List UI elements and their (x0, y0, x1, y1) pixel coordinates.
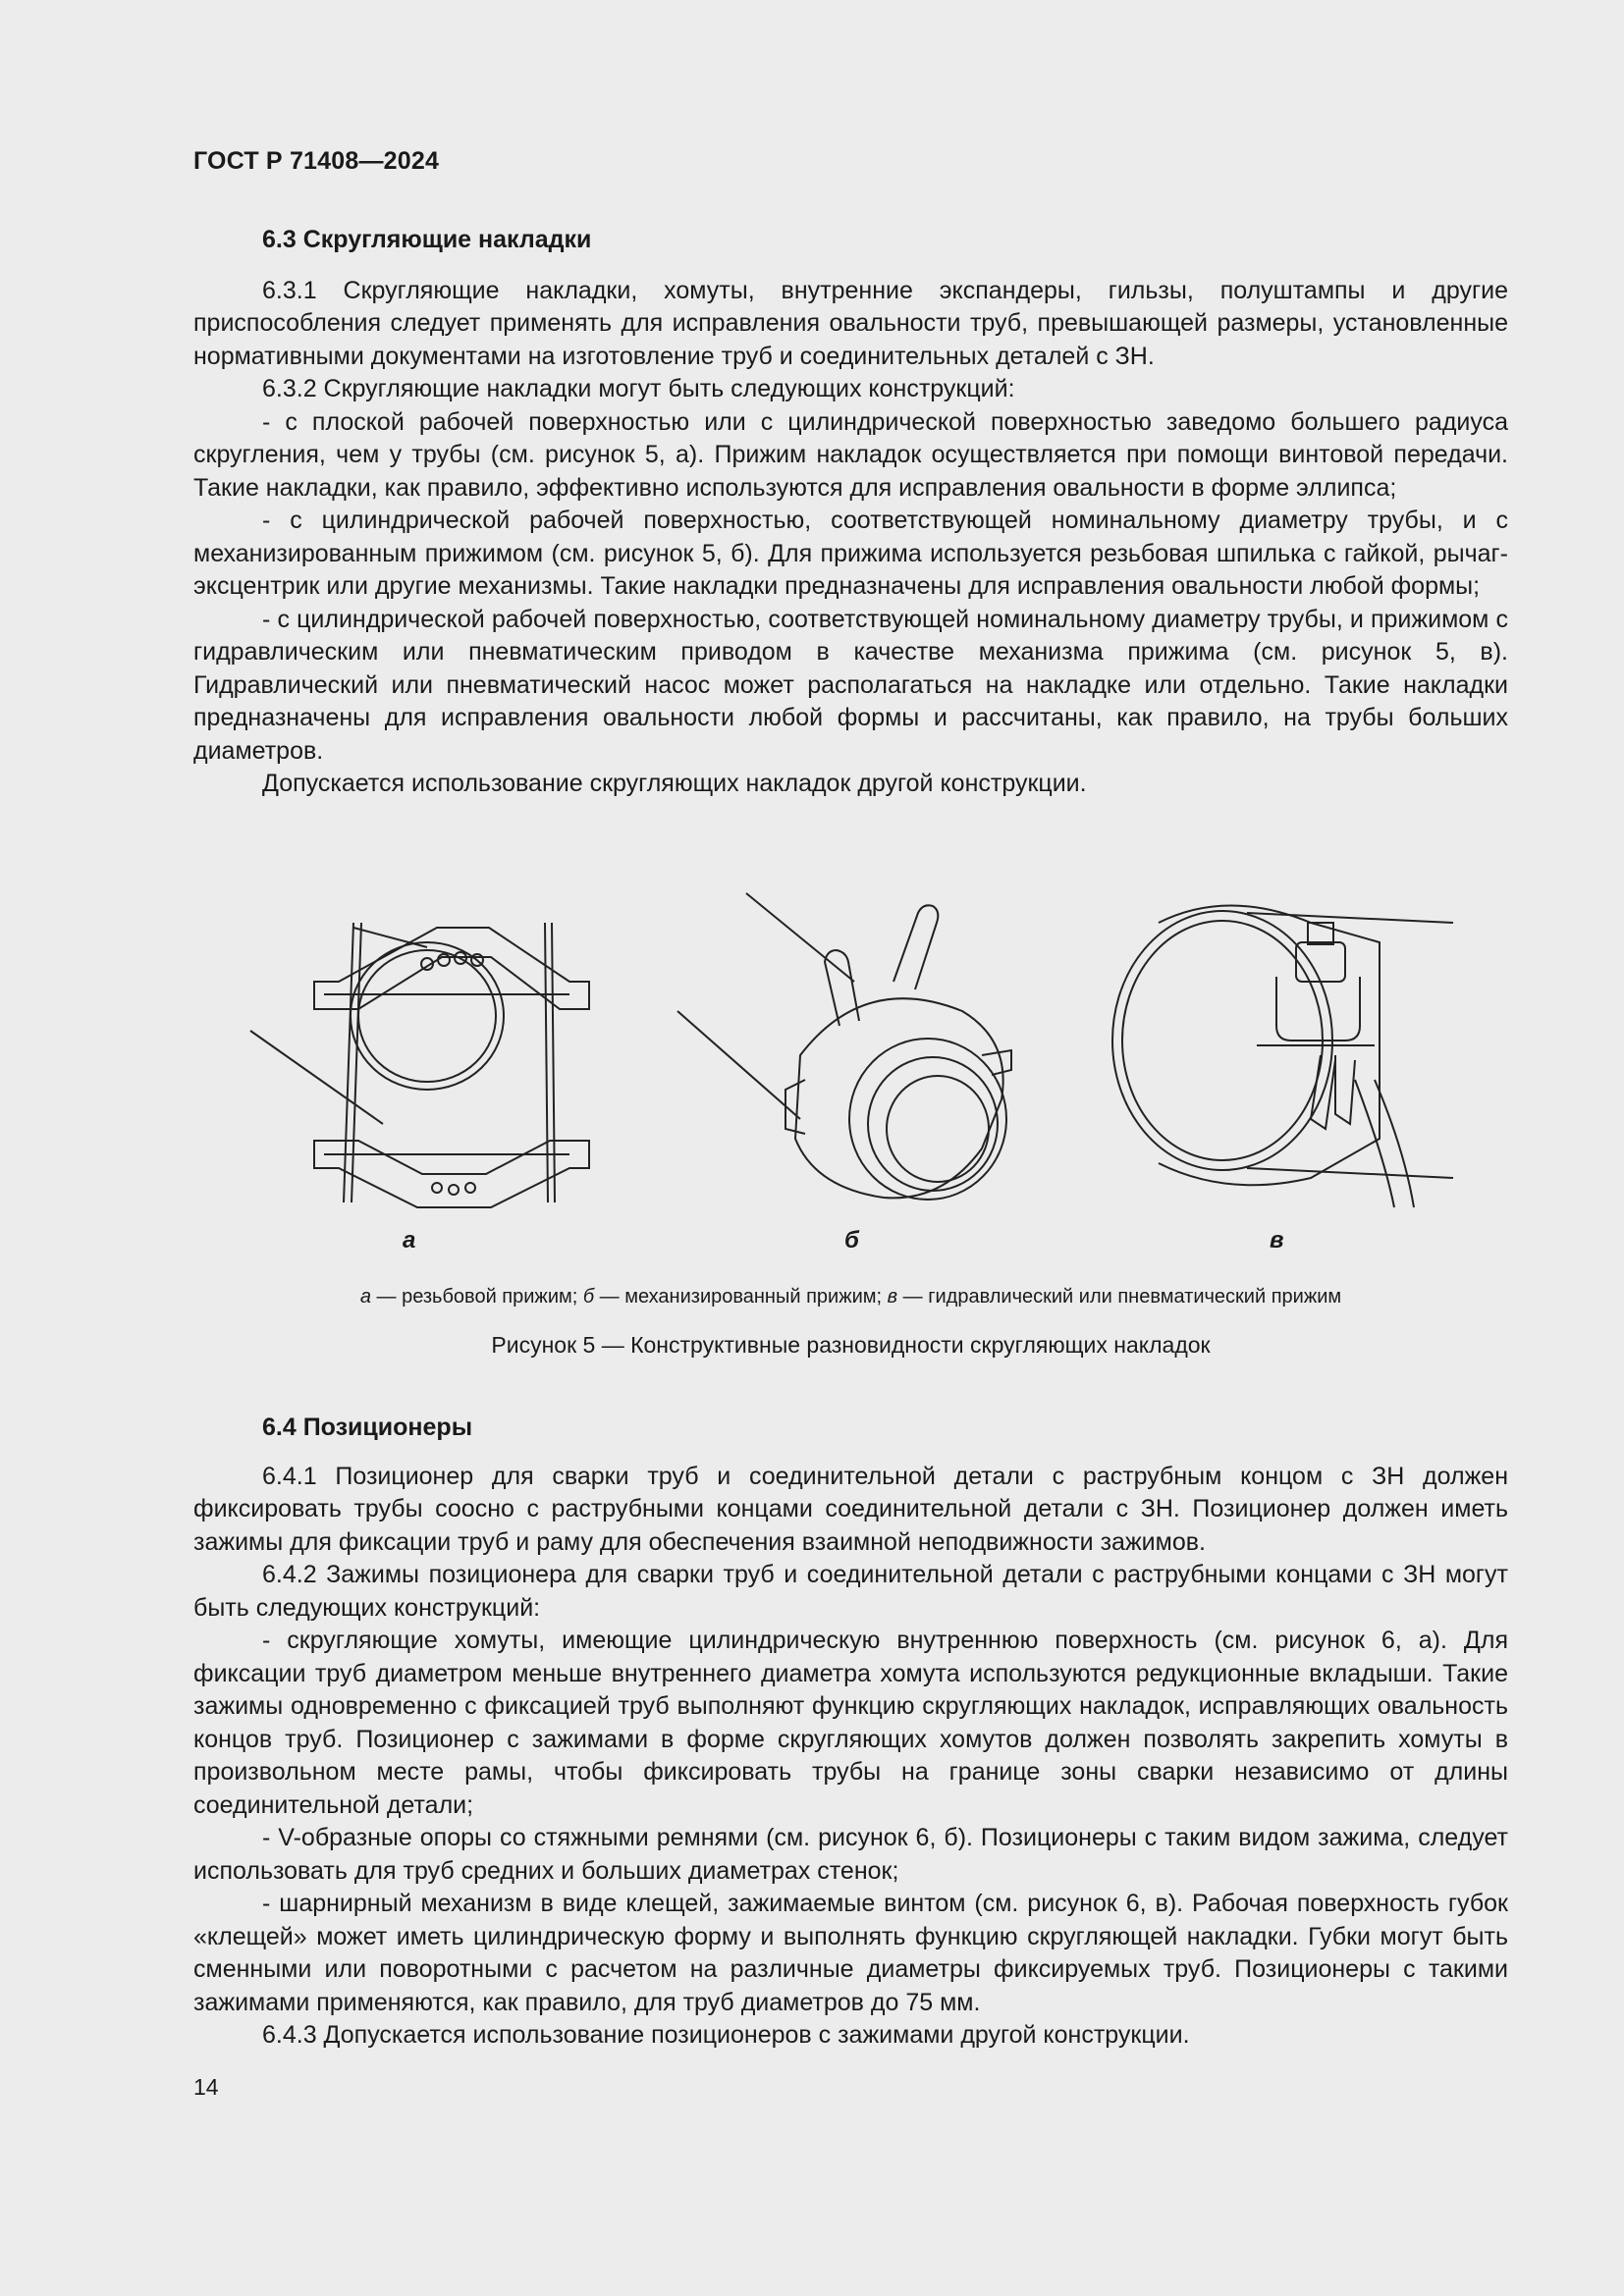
paragraph: 6.3.2 Скругляющие накладки могут быть следующих конструкций: (262, 375, 1015, 402)
paragraph: - с плоской рабочей поверхностью или с цилиндрической поверхностью заведомо большего радиуса скругления, чем у трубы (см. рисунок 5, а). Прижим накладок осуществляется при помощи винтовой передачи. Такие накладки, как правило, эффективно используются для исправления овальности в форме эллипса; (193, 407, 1508, 502)
paragraph: - с цилиндрической рабочей поверхностью, соответствующей номинальному диаметру трубы, и с механизированным прижимом (см. рисунок 5, б). Для прижима используется резьбовая шпилька с гайкой, рычаг-эксцентрик или другие механизмы. Такие накладки предназначены для исправления овальности любой формы; (193, 507, 1508, 600)
paragraph: - с цилиндрической рабочей поверхностью, соответствующей номинальному диаметру трубы, и прижимом с гидравлическим или пневматическим приводом в качестве механизма прижима (см. рисунок 5, в). Гидравлический или пневматический насос может располагаться на накладке или отдельно. Такие накладки предназначены для исправления овальности любой формы и рассчитаны, как правило, на трубы больших диаметров. (193, 605, 1508, 765)
page-number: 14 (193, 2074, 219, 2100)
legend-text-c: — гидравлический или пневматический прижим (897, 1286, 1342, 1308)
figure-caption: Рисунок 5 — Конструктивные разновидности скругляющих накладок (491, 1332, 1211, 1358)
document-header: ГОСТ Р 71408—2024 (193, 147, 440, 175)
section-6-4 (193, 1412, 1508, 2053)
paragraph: 6.4.2 Зажимы позиционера для сварки труб и соединительной детали с раструбными концами с ЗН могут быть следующих конструкций: (193, 1561, 1508, 1622)
figure-label-a: а (403, 1227, 416, 1254)
figure-label-b: б (844, 1227, 859, 1254)
figure-legend (193, 1286, 1508, 1308)
section-heading: 6.4 Позиционеры (262, 1414, 473, 1441)
section-6-3 (193, 224, 1508, 801)
section-heading: 6.3 Скругляющие накладки (262, 226, 592, 253)
legend-text-b: — механизированный прижим; (594, 1286, 888, 1308)
legend-key-c: в (887, 1286, 898, 1308)
legend-key-b: б (582, 1286, 595, 1308)
paragraph: Допускается использование скругляющих накладок другой конструкции. (262, 770, 1087, 797)
paragraph: - скругляющие хомуты, имеющие цилиндрическую внутреннюю поверхность (см. рисунок 6, а). Для фиксации труб диаметром меньше внутреннего диаметра хомута используются редукционные вкладыши. Такие зажимы одновременно с фиксацией труб выполняют функцию скругляющих накладок, исправляющих овальность концов труб. Позиционер с зажимами в форме скругляющих хомутов должен позволять закрепить хомуты в произвольном месте рамы, чтобы фиксировать трубы на границе зоны сварки независимо от длины соединительной детали; (193, 1627, 1508, 1819)
paragraph: 6.4.1 Позиционер для сварки труб и соединительной детали с раструбным концом с ЗН должен фиксировать трубы соосно с раструбными концами соединительной детали с ЗН. Позиционер должен иметь зажимы для фиксации труб и раму для обеспечения взаимной неподвижности зажимов. (193, 1462, 1508, 1556)
paragraph: - V-образные опоры со стяжными ремнями (см. рисунок 6, б). Позиционеры с таким видом зажима, следует использовать для труб средних и больших диаметрах стенок; (193, 1824, 1508, 1885)
paragraph: - шарнирный механизм в виде клещей, зажимаемые винтом (см. рисунок 6, в). Рабочая поверхность губок «клещей» может иметь цилиндрическую форму и выполнять функцию скругляющей накладки. Губки могут быть сменными или поворотными с расчетом на различные диаметры фиксируемых труб. Позиционеры с такими зажимами применяются, как правило, для труб диаметров до 75 мм. (193, 1890, 1508, 2016)
paragraph: 6.4.3 Допускается использование позиционеров с зажимами другой конструкции. (262, 2021, 1190, 2049)
paragraph: 6.3.1 Скругляющие накладки, хомуты, внутренние экспандеры, гильзы, полуштампы и другие приспособления следует применять для исправления овальности труб, превышающей размеры, установленные нормативными документами на изготовление труб и соединительных деталей с ЗН. (193, 276, 1508, 370)
hydraulic-clamp-drawing (1112, 906, 1453, 1208)
figure-label-c: в (1270, 1227, 1284, 1254)
mechanized-clamp-drawing (677, 893, 1011, 1200)
screw-clamp-drawing (250, 923, 589, 1207)
figure-5-illustration (236, 883, 1473, 1227)
legend-text-a: — резьбовой прижим; (370, 1286, 583, 1308)
legend-key-a: а (359, 1286, 371, 1308)
